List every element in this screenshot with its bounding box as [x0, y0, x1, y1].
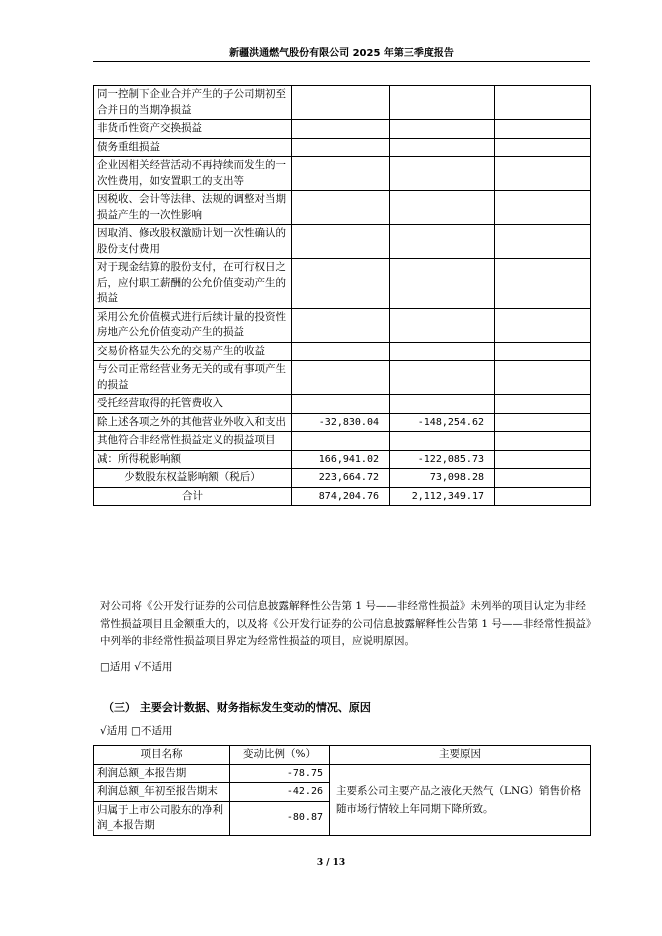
ytd-amount [390, 308, 495, 342]
header-rule [93, 61, 590, 62]
main-reason: 主要系公司主要产品之液化天然气（LNG）销售价格随市场行情较上年同期下降所致。 [330, 764, 591, 835]
note [495, 157, 591, 191]
current-period-amount [292, 157, 390, 191]
note [495, 395, 591, 414]
item-label: 采用公允价值模式进行后续计量的投资性房地产公允价值变动产生的损益 [94, 308, 292, 342]
page-number: 3 / 13 [316, 858, 346, 868]
note [495, 225, 591, 259]
ytd-amount [390, 120, 495, 139]
item-label: 受托经营取得的托管费收入 [94, 395, 292, 414]
table-row [94, 450, 591, 469]
current-period-amount [292, 86, 390, 120]
col-header-reason: 主要原因 [330, 746, 591, 765]
item-name: 利润总额_本报告期 [94, 764, 230, 783]
table-row [94, 225, 591, 259]
note [495, 487, 591, 506]
current-period-amount [292, 432, 390, 451]
ytd-amount [390, 395, 495, 414]
note [495, 361, 591, 395]
table-row [94, 413, 591, 432]
item-label: 其他符合非经常性损益定义的损益项目 [94, 432, 292, 451]
ytd-amount [390, 342, 495, 361]
table-row [94, 191, 591, 225]
item-label: 非货币性资产交换损益 [94, 120, 292, 139]
current-period-amount [292, 259, 390, 309]
non-recurring-items-table [93, 85, 591, 506]
current-period-amount [292, 342, 390, 361]
ytd-amount: -122,085.73 [390, 450, 495, 469]
table-row [94, 259, 591, 309]
ytd-amount [390, 138, 495, 157]
current-period-amount: 166,941.02 [292, 450, 390, 469]
item-label: 因税收、会计等法律、法规的调整对当期损益产生的一次性影响 [94, 191, 292, 225]
note [495, 191, 591, 225]
note [495, 120, 591, 139]
ytd-amount [390, 157, 495, 191]
ytd-amount: -148,254.62 [390, 413, 495, 432]
current-period-amount [292, 308, 390, 342]
note [495, 432, 591, 451]
current-period-amount: 223,664.72 [292, 469, 390, 488]
item-name: 利润总额_年初至报告期末 [94, 783, 230, 802]
item-label: 减：所得税影响额 [94, 450, 292, 469]
current-period-amount [292, 138, 390, 157]
note [495, 469, 591, 488]
current-period-amount [292, 191, 390, 225]
item-label: 对于现金结算的股份支付，在可行权日之后，应付职工薪酬的公允价值变动产生的损益 [94, 259, 292, 309]
table-row [94, 157, 591, 191]
explanation-paragraph: 对公司将《公开发行证券的公司信息披露解释性公告第 1 号——非经常性损益》未列举的项目认定为非经常性损益项目且金额重大的，以及将《公开发行证券的公司信息披露解释性公告第 1 号——非经常性损益》中列举的非经常性损益项目界定为经常性损益的项目，应说明原因。 [100, 600, 592, 647]
page-header: 新疆洪通燃气股份有限公司 2025 年第三季度报告 [229, 48, 454, 59]
change-reasons-table [93, 745, 591, 836]
ytd-amount: 2,112,349.17 [390, 487, 495, 506]
ytd-amount [390, 361, 495, 395]
item-label: 因取消、修改股权激励计划一次性确认的股份支付费用 [94, 225, 292, 259]
ytd-amount [390, 86, 495, 120]
current-period-amount: -32,830.04 [292, 413, 390, 432]
applicability-check-2: √适用 □不适用 [100, 725, 173, 737]
item-label: 债务重组损益 [94, 138, 292, 157]
item-label: 除上述各项之外的其他营业外收入和支出 [94, 413, 292, 432]
item-label: 同一控制下企业合并产生的子公司期初至合并日的当期净损益 [94, 86, 292, 120]
table-row [94, 487, 591, 506]
current-period-amount [292, 361, 390, 395]
item-label: 与公司正常经营业务无关的或有事项产生的损益 [94, 361, 292, 395]
ytd-amount [390, 191, 495, 225]
table-row [94, 395, 591, 414]
item-label: 合计 [94, 487, 292, 506]
ytd-amount [390, 225, 495, 259]
section-title: （三） 主要会计数据、财务指标发生变动的情况、原因 [103, 701, 371, 714]
table-row [94, 138, 591, 157]
table-row [94, 469, 591, 488]
change-ratio: -42.26 [230, 783, 330, 802]
ytd-amount [390, 432, 495, 451]
table-row [94, 86, 591, 120]
note [495, 342, 591, 361]
col-header-ratio: 变动比例（%） [230, 746, 330, 765]
applicability-check-1: □适用 √不适用 [100, 661, 173, 673]
current-period-amount [292, 395, 390, 414]
note [495, 413, 591, 432]
ytd-amount [390, 259, 495, 309]
table-row [94, 361, 591, 395]
table-row [94, 120, 591, 139]
change-ratio: -78.75 [230, 764, 330, 783]
note [495, 259, 591, 309]
current-period-amount: 874,204.76 [292, 487, 390, 506]
note [495, 86, 591, 120]
item-label: 交易价格显失公允的交易产生的收益 [94, 342, 292, 361]
col-header-item: 项目名称 [94, 746, 230, 765]
ytd-amount: 73,098.28 [390, 469, 495, 488]
table-row [94, 432, 591, 451]
current-period-amount [292, 120, 390, 139]
table-row [94, 308, 591, 342]
item-name: 归属于上市公司股东的净利润_本报告期 [94, 801, 230, 835]
change-ratio: -80.87 [230, 801, 330, 835]
current-period-amount [292, 225, 390, 259]
note [495, 450, 591, 469]
item-label: 企业因相关经营活动不再持续而发生的一次性费用，如安置职工的支出等 [94, 157, 292, 191]
table-row [94, 764, 591, 783]
item-label: 少数股东权益影响额（税后） [94, 469, 292, 488]
note [495, 138, 591, 157]
note [495, 308, 591, 342]
table-row [94, 342, 591, 361]
